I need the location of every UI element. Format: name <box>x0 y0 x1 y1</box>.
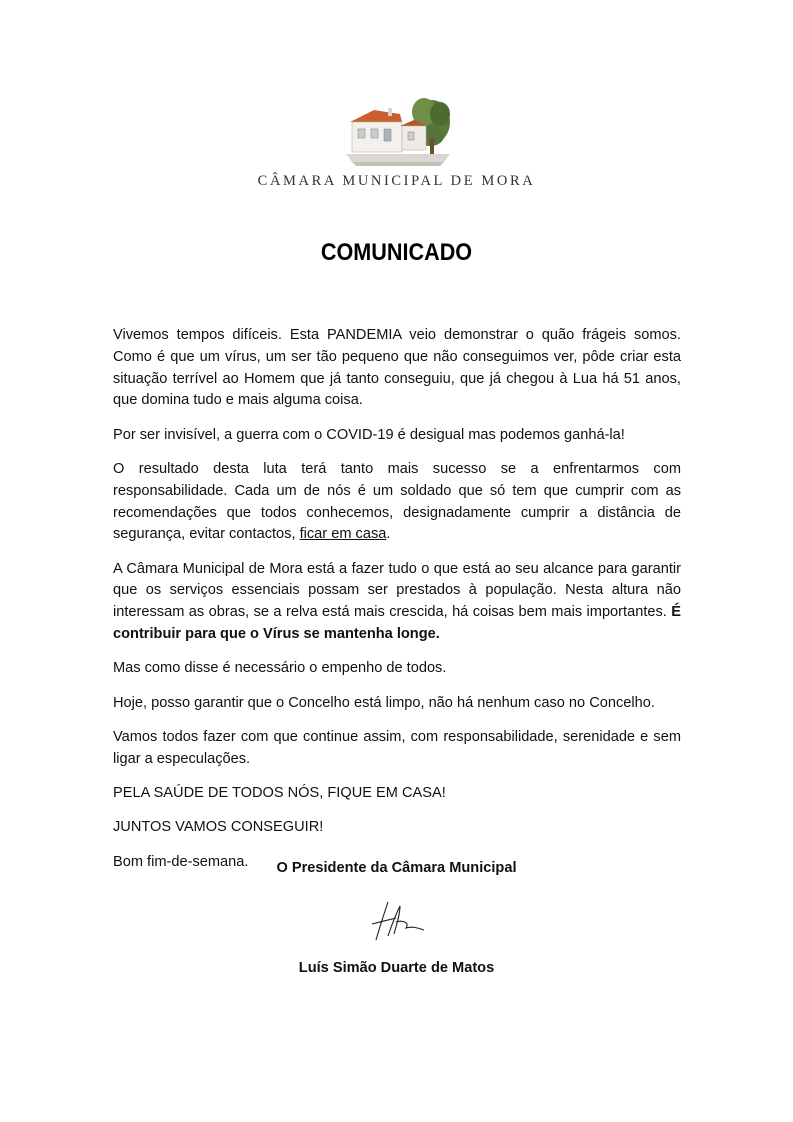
organization-name: CÂMARA MUNICIPAL DE MORA <box>257 173 536 189</box>
page-title: COMUNICADO <box>320 239 473 266</box>
paragraph: Mas como disse é necessário o empenho de todos. <box>113 660 447 677</box>
paragraph: Vivemos tempos difíceis. Esta PANDEMIA veio demonstrar o quão frágeis somos. Como é que um vírus, um ser tão pequeno que não conseguimos ver, pôde criar esta situação terrível ao Homem que já tanto conseguiu, que já chegou à Lua há 51 anos, que domina tudo e mais alguma coisa. <box>113 327 681 409</box>
paragraph: Por ser invisível, a guerra com o COVID-19 é desigual mas podemos ganhá-la! <box>113 426 625 443</box>
paragraph: Vamos todos fazer com que continue assim, com responsabilidade, serenidade e sem ligar a especulações. <box>113 728 681 767</box>
paragraph: PELA SAÚDE DE TODOS NÓS, FIQUE EM CASA! <box>113 785 446 802</box>
paragraph: Bom fim-de-semana. <box>113 853 249 870</box>
handwritten-signature <box>366 896 430 944</box>
paragraph <box>113 559 681 646</box>
paragraph <box>113 459 681 546</box>
bold-text: É contribuir para que o Vírus se mantenha longe. <box>113 604 681 643</box>
paragraph: Hoje, posso garantir que o Concelho está limpo, não há nenhum caso no Concelho. <box>113 694 655 711</box>
paragraph-text: A Câmara Municipal de Mora está a fazer tudo o que está ao seu alcance para garantir que os serviços essenciais possam ser prestados à população. Nesta altura não interessam as obras, se a relva está mais crescida, há coisas bem mais importantes. <box>113 560 681 621</box>
municipality-logo <box>344 92 452 168</box>
signatory-name: Luís Simão Duarte de Matos <box>298 960 495 976</box>
message-body <box>113 325 681 886</box>
paragraph-end: . <box>386 526 391 543</box>
paragraph: JUNTOS VAMOS CONSEGUIR! <box>113 819 324 836</box>
signatory-role: O Presidente da Câmara Municipal <box>276 860 517 876</box>
paragraph-text: O resultado desta luta terá tanto mais sucesso se a enfrentarmos com responsabilidade. Cada um de nós é um soldado que só tem que cumprir com as recomendações que todos conhecemos, designadamente cumprir a distância de segurança, evitar contactos, <box>113 460 681 543</box>
underlined-text: ficar em casa <box>299 526 387 543</box>
